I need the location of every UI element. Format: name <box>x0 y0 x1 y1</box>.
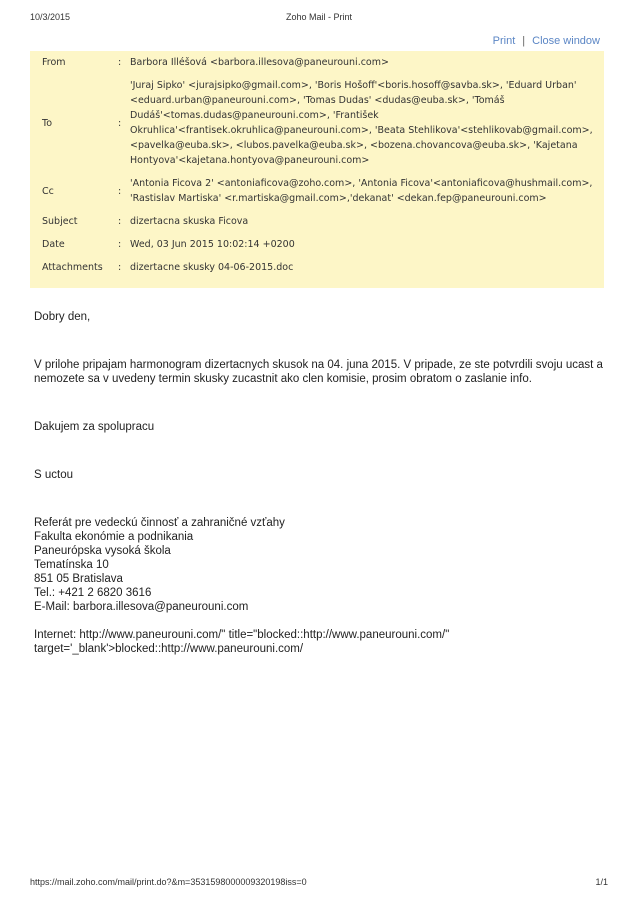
signature-line: Tel.: +421 2 6820 3616 <box>34 587 152 599</box>
from-colon: : <box>118 57 122 68</box>
to-value: 'Juraj Sipko' <jurajsipko@gmail.com>, 'Boris Hošoff'<boris.hosoff@savba.sk>, 'Eduard Urban' <eduard.urban@paneurouni.com>, 'Tomas Dudas' <dudas@euba.sk>, 'Tomáš Dudáš'<tomas.dudas@paneurouni.com>, 'František Okruhlica'<frantisek.okruhlica@paneurouni.com>, 'Beata Stehlikova'<stehlikovab@gmail.com>, <pavelka@euba.sk>, <lubos.pavelka@euba.sk>, <bozena.chovancova@euba.sk>, 'Kajetana Hontyova'<kajetana.hontyova@paneurouni.com> <box>130 80 593 166</box>
to-colon: : <box>118 117 122 129</box>
date-colon: : <box>118 239 122 250</box>
subject-label: Subject <box>42 216 78 227</box>
message-body <box>34 310 609 656</box>
subject-value: dizertacna skuska Ficova <box>130 216 249 227</box>
subject-row <box>42 212 594 235</box>
from-row <box>42 53 594 76</box>
actions-separator: | <box>522 35 526 47</box>
signature-line: 851 05 Bratislava <box>34 573 123 585</box>
print-title: Zoho Mail - Print <box>285 12 353 22</box>
print-date: 10/3/2015 <box>30 12 71 22</box>
attachments-row <box>42 258 594 281</box>
signature-line: Referát pre vedeckú činnosť a zahraničné vzťahy <box>34 517 285 529</box>
date-value: Wed, 03 Jun 2015 10:02:14 +0200 <box>130 239 295 250</box>
attachments-colon: : <box>118 262 122 273</box>
to-row <box>42 76 594 174</box>
signature-line: Fakulta ekonómie a podnikania <box>34 531 194 543</box>
greeting: Dobry den, <box>34 311 91 323</box>
date-label: Date <box>42 239 65 250</box>
message-paragraph: V prilohe pripajam harmonogram dizertacnych skusok na 04. juna 2015. V pripade, ze ste potvrdili svoju ucast a nemozete sa v uvedeny termin skusky zucastnit ako clen komisie, prosim obratom o zaslanie info. <box>34 359 603 385</box>
close-window-link[interactable]: Close window <box>532 35 600 47</box>
cc-colon: : <box>118 185 122 197</box>
signature-line: Tematínska 10 <box>34 559 109 571</box>
cc-value: 'Antonia Ficova 2' <antoniaficova@zoho.com>, 'Antonia Ficova'<antoniaficova@hushmail.com>, 'Rastislav Martiska' <r.martiska@gmail.com>,'dekanat' <dekan.fep@paneurouni.com> <box>130 178 593 204</box>
cc-row <box>42 174 594 212</box>
print-url: https://mail.zoho.com/mail/print.do?&m=3531598000009320198iss=0 <box>30 877 307 887</box>
cc-label: Cc <box>42 185 54 197</box>
subject-colon: : <box>118 216 122 227</box>
signature-email: E-Mail: barbora.illesova@paneurouni.com <box>34 601 249 613</box>
from-value: Barbora Illéšová <barbora.illesova@paneurouni.com> <box>130 57 389 68</box>
attachment-link[interactable]: dizertacne skusky 04-06-2015.doc <box>130 262 294 273</box>
internet-line: Internet: http://www.paneurouni.com/" title="blocked::http://www.paneurouni.com/" target='_blank'>blocked::http://www.paneurouni.com/ <box>34 629 450 655</box>
signature-block <box>34 516 609 614</box>
closing-line: S uctou <box>34 469 73 481</box>
attachments-label: Attachments <box>42 262 103 273</box>
message-header-box <box>30 51 604 288</box>
message-header-table <box>42 53 594 281</box>
thanks-line: Dakujem za spolupracu <box>34 421 155 433</box>
signature-line: Paneurópska vysoká škola <box>34 545 171 557</box>
print-actions <box>493 35 600 47</box>
print-link[interactable]: Print <box>492 35 516 47</box>
date-row <box>42 235 594 258</box>
page-number: 1/1 <box>595 877 608 887</box>
to-label: To <box>42 117 53 129</box>
from-label: From <box>42 57 66 68</box>
